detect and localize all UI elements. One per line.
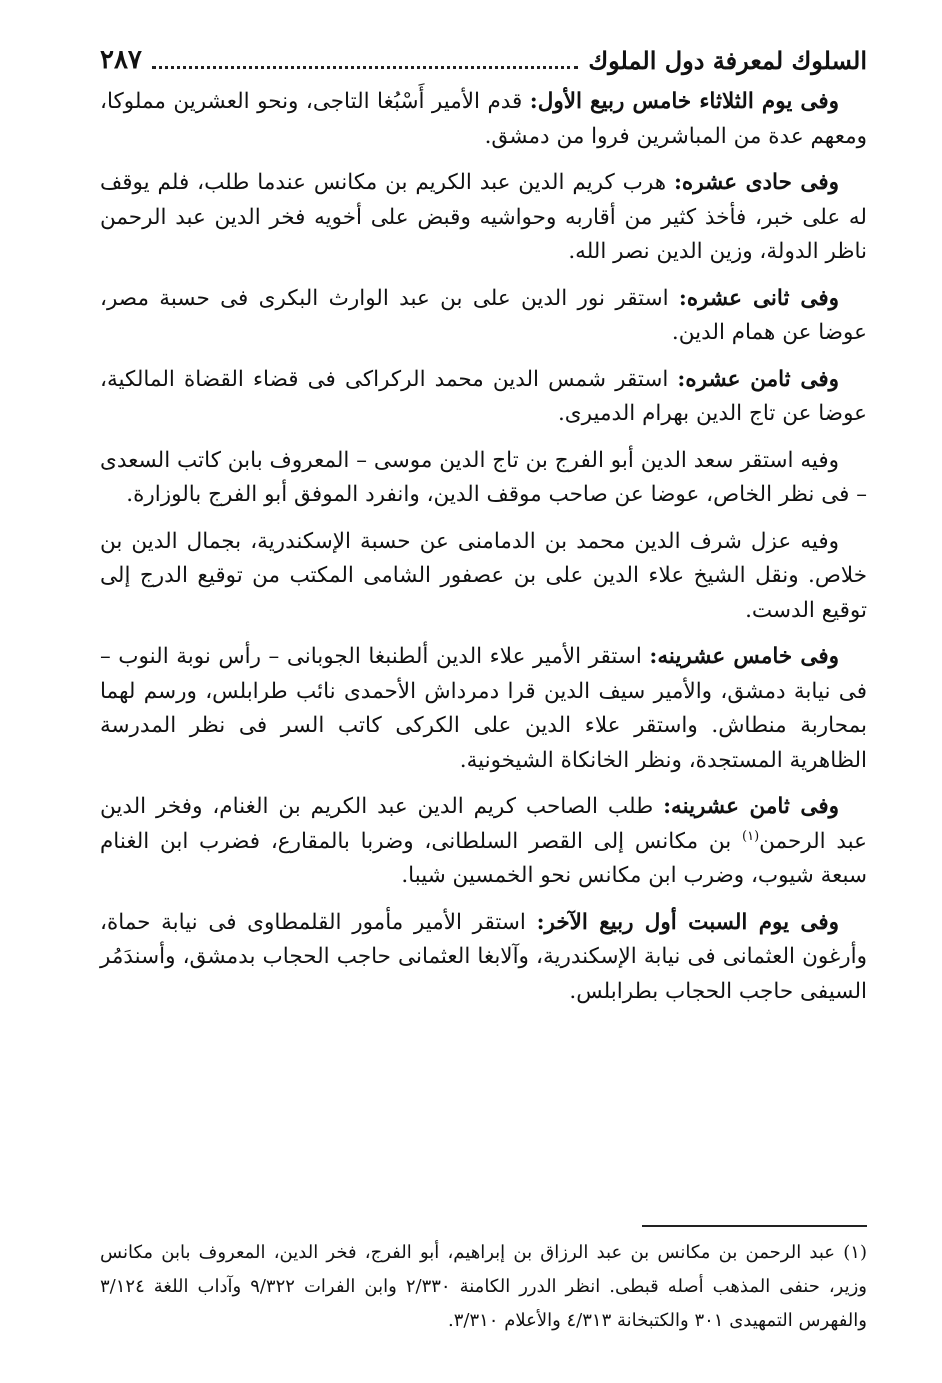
paragraph	[100, 282, 867, 351]
paragraph-text: وفيه عزل شرف الدين محمد بن الدمامنى عن حسبة الإسكندرية، بجمال الدين بن خلاص. ونقل الشيخ علاء الدين على بن عصفور الشامى المكتب من توقيع الدرج إلى توقيع الدست.	[100, 528, 867, 623]
paragraph	[100, 906, 867, 1010]
paragraph-text: هرب كريم الدين عبد الكريم بن مكانس عندما طلب، فلم يوقف له على خبر، فأخذ كثير من أقاربه وحواشيه وقبض على أخويه فخر الدين عبد الرحمن ناظر الدولة، وزين الدين نصر الله.	[100, 170, 867, 264]
footnote-separator	[642, 1225, 867, 1227]
paragraph-lead: وفى يوم السبت أول ربيع الآخر:	[536, 909, 840, 935]
paragraph-text: استقر الأمير علاء الدين ألطنبغا الجوبانى – رأس نوبة النوب – فى نيابة دمشق، والأمير سيف الدين قرا دمرداش الأحمدى نائب طرابلس، ورسم لهما بمحاربة منطاش. واستقر علاء الدين على الكركى كاتب السر فى نظر المدرسة الظاهرية المستجدة، ونظر الخانكاة الشيخونية.	[100, 644, 867, 773]
paragraph-text: طلب الصاحب كريم الدين عبد الكريم بن الغنام، وفخر الدين عبد الرحمن	[100, 794, 867, 854]
footnote-marker[interactable]: (١)	[742, 828, 760, 844]
paragraph	[100, 166, 867, 270]
running-header	[100, 40, 867, 81]
paragraph	[100, 444, 867, 513]
paragraph-lead: وفى ثامن عشره:	[677, 366, 840, 392]
paragraph-lead: وفى يوم الثلاثاء خامس ربيع الأول:	[529, 89, 839, 114]
footnote	[100, 1236, 867, 1338]
paragraph-text: بن مكانس إلى القصر السلطانى، وضربا بالمقارع، فضرب ابن الغنام سبعة شيوب، وضرب ابن مكانس نحو الخمسين شيبا.	[100, 828, 867, 888]
paragraph	[100, 363, 867, 432]
footnote-text: (١) عبد الرحمن بن مكانس بن عبد الرزاق بن إبراهيم، أبو الفرج، فخر الدين، المعروف بابن مكانس وزير، حنفى المذهب أصله قبطى. انظر الدرر الكامنة ٢/٣٣٠ وابن الفرات ٩/٣٢٢ وآداب اللغة ٣/١٢٤ والفهرس التمهيدى ٣٠١ والكتبخانة ٤/٣١٣ والأعلام ٣/٣١٠.	[100, 1242, 867, 1331]
paragraph-text: استقر نور الدين على بن عبد الوارث البكرى فى حسبة مصر، عوضا عن همام الدين.	[100, 285, 867, 345]
paragraph	[100, 525, 867, 629]
paragraph	[100, 85, 867, 154]
page-number: ٢٨٧	[100, 45, 142, 75]
paragraph-text: قدم الأمير أَسْبُغا التاجى، ونحو العشرين مملوكا، ومعهم عدة من المباشرين فروا من دمشق.	[100, 89, 867, 149]
paragraph-lead: وفى ثانى عشره:	[678, 285, 840, 311]
paragraph	[100, 790, 867, 894]
book-title: السلوك لمعرفة دول الملوك	[588, 45, 867, 75]
header-dot-leader	[152, 66, 578, 69]
paragraph-lead: وفى ثامن عشرينه:	[663, 794, 840, 819]
paragraph-text: استقر شمس الدين محمد الركراكى فى قضاء القضاة المالكية، عوضا عن تاج الدين بهرام الدميرى.	[100, 366, 867, 426]
paragraph-lead: وفى حادى عشره:	[674, 170, 839, 195]
main-text	[100, 85, 867, 1021]
paragraph-text: استقر الأمير مأمور القلمطاوى فى نيابة حماة، وأرغون العثمانى فى نيابة الإسكندرية، وآلابغا العثمانى حاجب الحجاب بدمشق، وأسندَمُر السيفى حاجب الحجاب بطرابلس.	[100, 909, 867, 1004]
paragraph-text: وفيه استقر سعد الدين أبو الفرج بن تاج الدين موسى – المعروف بابن كاتب السعدى – فى نظر الخاص، عوضا عن صاحب موقف الدين، وانفرد الموفق أبو الفرج بالوزارة.	[100, 447, 867, 507]
paragraph-lead: وفى خامس عشرينه:	[649, 644, 839, 669]
paragraph	[100, 640, 867, 778]
